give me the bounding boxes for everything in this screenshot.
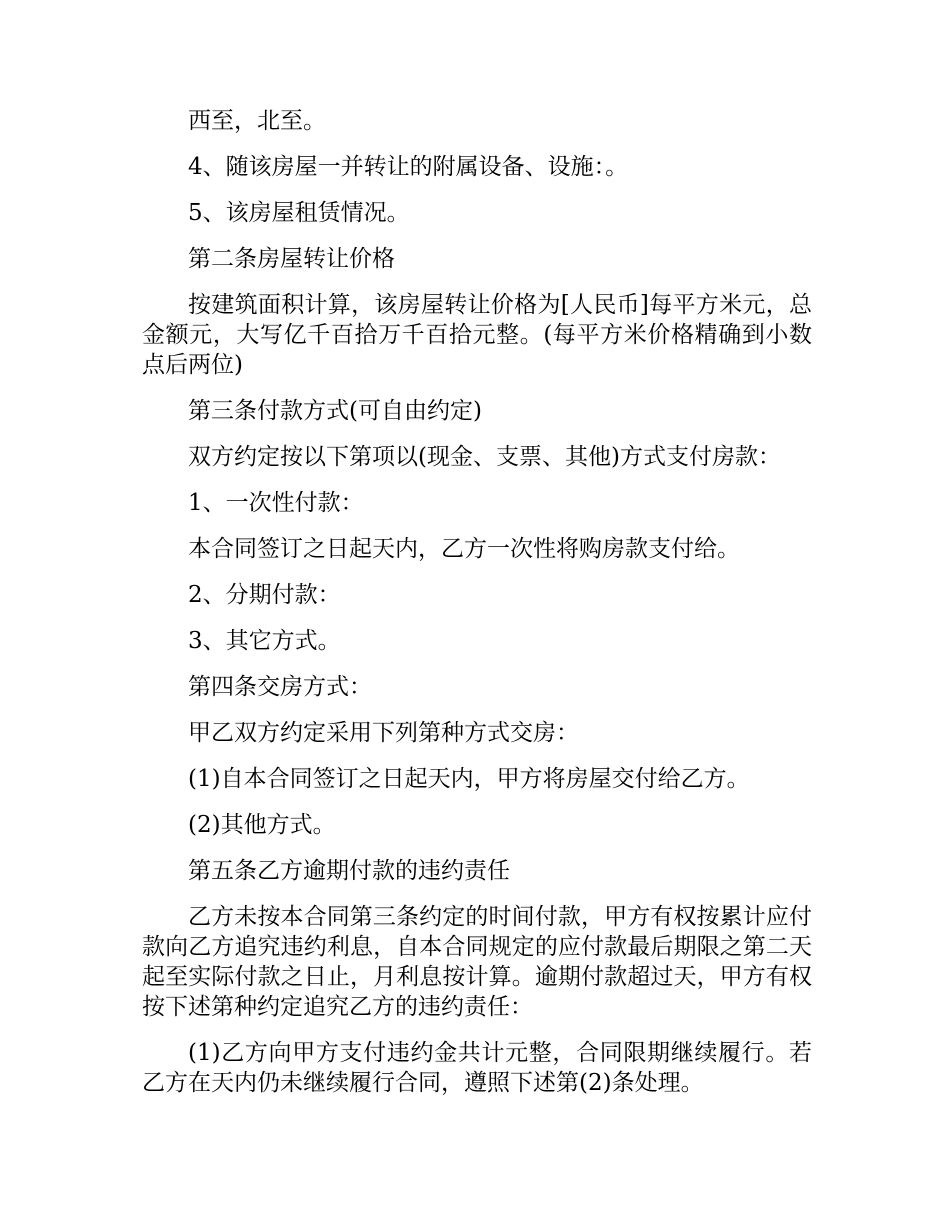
heading-article-2-price: 第二条房屋转让价格: [188, 246, 395, 272]
paragraph-price-calculation: 按建筑面积计算，该房屋转让价格为[人民币]每平方米元，总金额元，大写亿千百拾万千百拾元整。(每平方米价格精确到小数点后两位): [142, 292, 812, 378]
paragraph-item-5-lease-status: 5、该房屋租赁情况。: [188, 200, 410, 226]
paragraph-option-lump-sum: 1、一次性付款：: [188, 490, 364, 516]
paragraph-late-payment-option-1: (1)乙方向甲方支付违约金共计元整，合同限期继续履行。若乙方在天内仍未继续履行合同，遵照下述第(2)条处理。: [142, 1040, 812, 1096]
paragraph-option-installment: 2、分期付款：: [188, 582, 341, 608]
paragraph-lump-sum-detail: 本合同签订之日起天内，乙方一次性将购房款支付给。: [188, 536, 740, 562]
paragraph-handover-agreement: 甲乙双方约定采用下列第种方式交房：: [188, 720, 579, 746]
paragraph-payment-agreement: 双方约定按以下第项以(现金、支票、其他)方式支付房款：: [188, 444, 781, 470]
paragraph-option-other: 3、其它方式。: [188, 628, 341, 654]
paragraph-handover-option-1: (1)自本合同签订之日起天内，甲方将房屋交付给乙方。: [188, 766, 750, 792]
heading-article-5-late-payment: 第五条乙方逾期付款的违约责任: [188, 858, 510, 884]
heading-article-3-payment: 第三条付款方式(可自由约定): [188, 398, 482, 424]
paragraph-boundary-west-north: 西至，北至。: [188, 108, 326, 134]
heading-article-4-handover: 第四条交房方式：: [188, 674, 372, 700]
paragraph-handover-option-2: (2)其他方式。: [188, 812, 336, 838]
document-body: [142, 106, 812, 1114]
paragraph-item-4-attached-facilities: 4、随该房屋一并转让的附属设备、设施：。: [188, 154, 629, 180]
paragraph-late-payment-terms: 乙方未按本合同第三条约定的时间付款，甲方有权按累计应付款向乙方追究违约利息，自本合同规定的应付款最后期限之第二天起至实际付款之日止，月利息按计算。逾期付款超过天，甲方有权按下述第种约定追究乙方的违约责任：: [142, 904, 812, 1020]
